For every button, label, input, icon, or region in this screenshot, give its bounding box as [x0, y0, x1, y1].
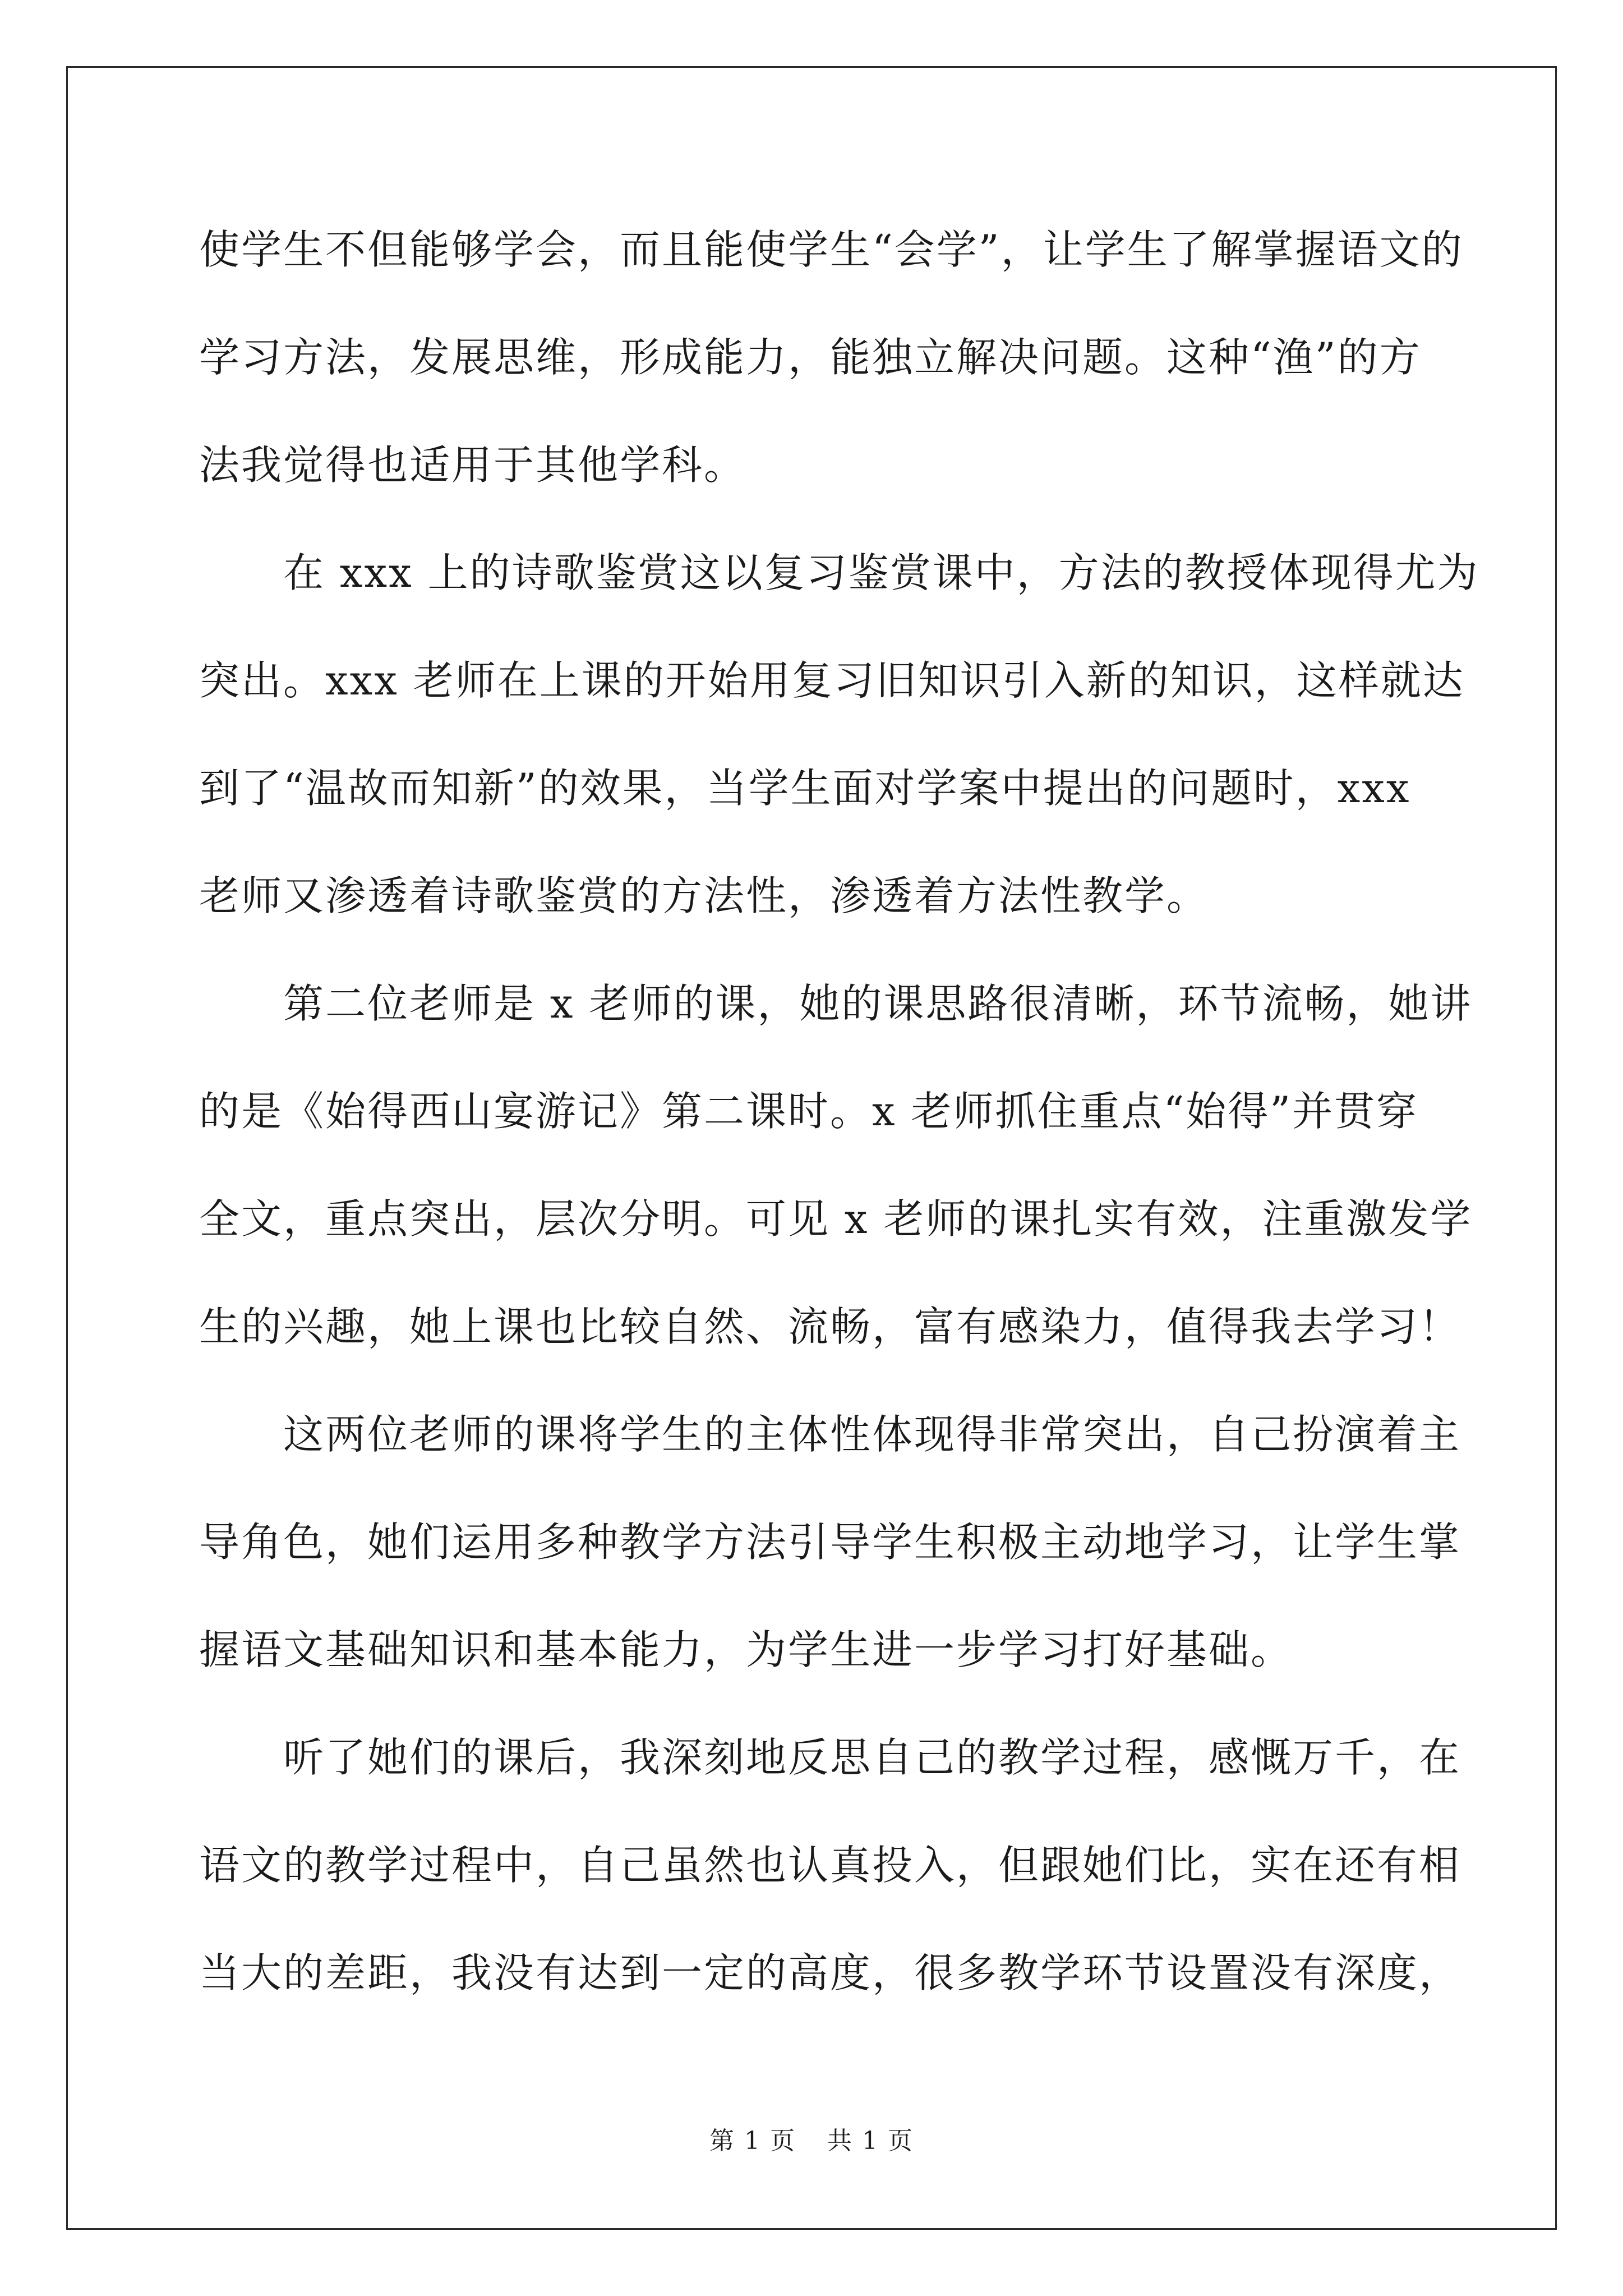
- page-number-current: 第 1 页: [709, 2127, 796, 2155]
- paragraph-first-line: 在 xxx 上的诗歌鉴赏这以复习鉴赏课中，方法的教授体现得尤为: [283, 549, 1479, 596]
- text-line: 突出。xxx 老师在上课的开始用复习旧知识引入新的知识，这样就达: [199, 657, 1465, 704]
- text-line: 全文，重点突出，层次分明。可见 x 老师的课扎实有效，注重激发学: [199, 1195, 1473, 1243]
- text-line: 学习方法，发展思维，形成能力，能独立解决问题。这种“渔”的方: [199, 334, 1422, 381]
- text-line: 法我觉得也适用于其他学科。: [199, 441, 746, 489]
- text-line: 握语文基础知识和基本能力，为学生进一步学习打好基础。: [199, 1626, 1293, 1673]
- text-line: 导角色，她们运用多种教学方法引导学生积极主动地学习，让学生掌: [199, 1519, 1461, 1566]
- page-footer: [0, 2120, 1623, 2156]
- text-line: 使学生不但能够学会，而且能使学生“会学”，让学生了解掌握语文的: [199, 226, 1464, 273]
- document-body: [199, 213, 1479, 2044]
- text-line: 生的兴趣，她上课也比较自然、流畅，富有感染力，值得我去学习！: [199, 1303, 1461, 1350]
- paragraph-first-line: 第二位老师是 x 老师的课，她的课思路很清晰，环节流畅，她讲: [283, 980, 1473, 1027]
- text-line: 当大的差距，我没有达到一定的高度，很多教学环节设置没有深度，: [199, 1949, 1461, 1996]
- paragraph-first-line: 这两位老师的课将学生的主体性体现得非常突出，自己扮演着主: [283, 1411, 1461, 1458]
- paragraph-first-line: 听了她们的课后，我深刻地反思自己的教学过程，感慨万千，在: [283, 1734, 1461, 1781]
- text-line: 的是《始得西山宴游记》第二课时。x 老师抓住重点“始得”并贯穿: [199, 1088, 1419, 1135]
- text-line: 语文的教学过程中，自己虽然也认真投入，但跟她们比，实在还有相: [199, 1842, 1461, 1889]
- text-line: 到了“温故而知新”的效果，当学生面对学案中提出的问题时，xxx: [199, 765, 1411, 812]
- text-line: 老师又渗透着诗歌鉴赏的方法性，渗透着方法性教学。: [199, 872, 1209, 919]
- page-number-total: 共 1 页: [827, 2127, 914, 2155]
